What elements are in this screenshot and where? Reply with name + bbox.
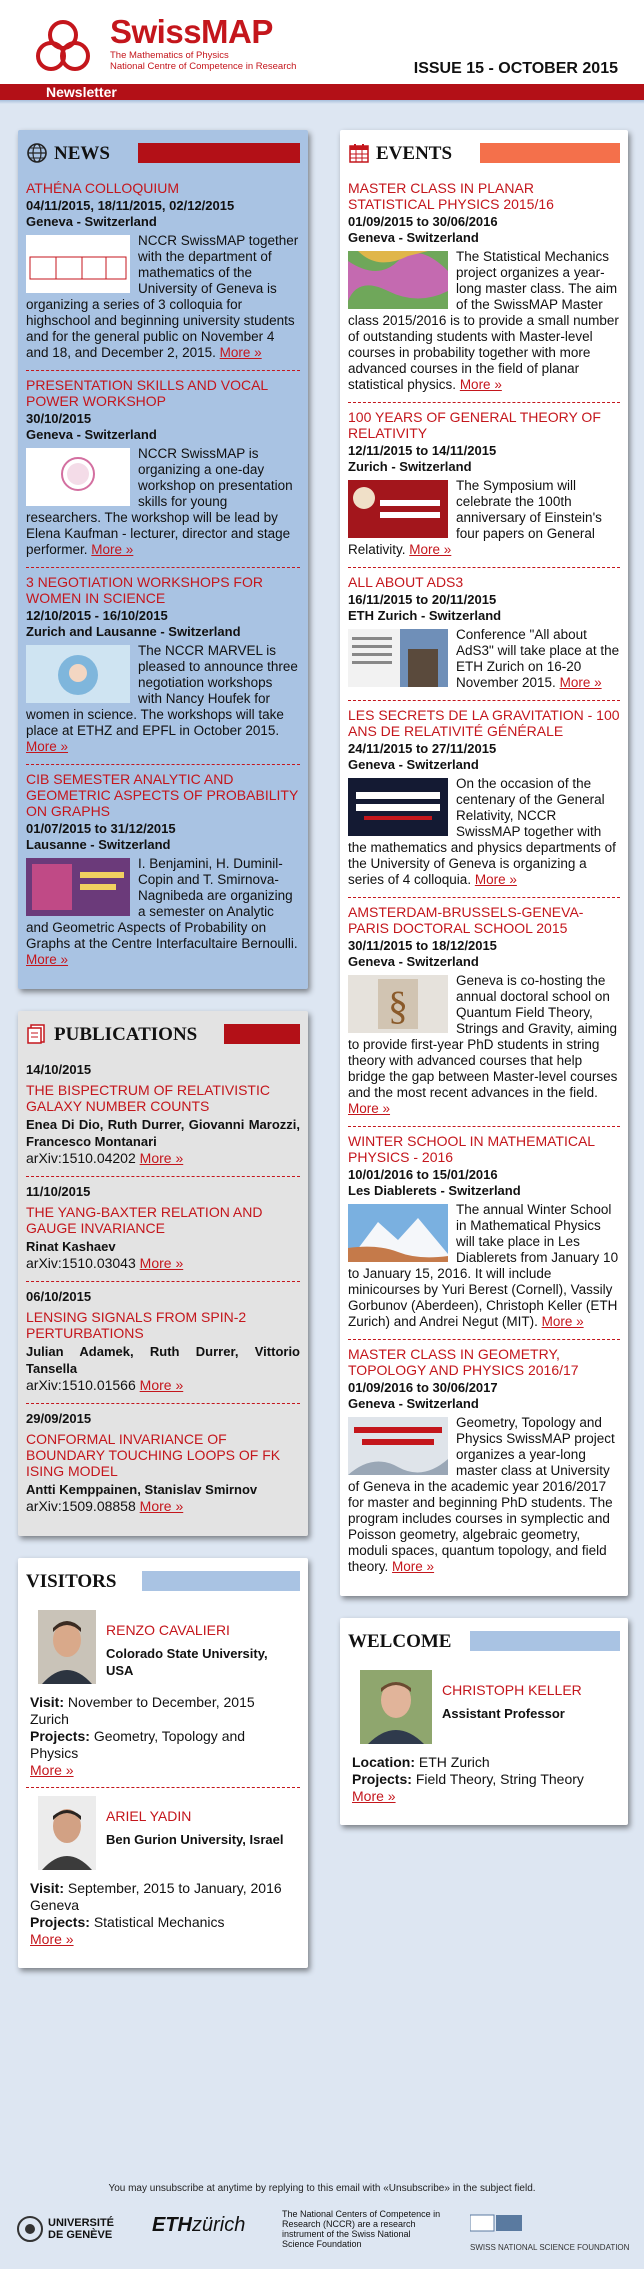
visit-dates: November to December, 2015 — [67, 1694, 255, 1710]
visitor-affiliation: Ben Gurion University, Israel — [106, 1832, 284, 1847]
negotiation-thumbnail — [26, 645, 130, 703]
swissmap-logo-icon — [34, 18, 92, 76]
news-item-body: The NCCR MARVEL is pleased to announce three negotiation workshops with Nancy Houfek for women in science. The workshops will take place at ETHZ and EPFL in October 2015. — [26, 643, 298, 738]
publication-authors: Enea Di Dio, Ruth Durrer, Giovanni Marozzi, Francesco Montanari — [26, 1117, 300, 1149]
welcome-box — [340, 1618, 628, 1825]
athena-colloquium-thumbnail — [26, 235, 130, 293]
event-place: Zurich - Switzerland — [348, 459, 472, 474]
arxiv-id: arXiv:1510.04202 — [26, 1150, 136, 1166]
news-item — [26, 371, 300, 568]
document-icon — [26, 1023, 48, 1045]
more-link[interactable]: More » — [459, 377, 502, 392]
news-item-date: 30/10/2015 — [26, 411, 92, 426]
visitor-photo — [38, 1796, 96, 1870]
publication-item — [26, 1404, 300, 1524]
visit-place: Geneva — [30, 1897, 80, 1913]
publication-date: 14/10/2015 — [26, 1062, 92, 1077]
more-link[interactable]: More » — [348, 1101, 391, 1116]
event-body: On the occasion of the centenary of the General Relativity, NCCR SwissMAP together with the mathematics and physics departments of the University of Geneva is organizing a series of 4 colloquia. — [348, 776, 616, 887]
event-body: Geometry, Topology and Physics SwissMAP project organizes a year-long master class at University of Geneva in the academic year 2016/2017 for master and beginning PhD students. The program includes courses in symplectic and Poisson geometry, algebraic geometry, moduli spaces, quantum topology, and field theory. — [348, 1415, 615, 1574]
visitor-projects: Geometry, Topology and Physics — [30, 1728, 246, 1761]
event-title[interactable]: 100 YEARS OF GENERAL THEORY OF RELATIVITY — [348, 409, 601, 441]
visit-label: Visit: — [30, 1880, 64, 1896]
event-date: 24/11/2015 to 27/11/2015 — [348, 741, 497, 756]
unige-line-2: DE GENÈVE — [48, 2229, 113, 2241]
partner-logos — [0, 2209, 644, 2269]
event-place: Geneva - Switzerland — [348, 1396, 479, 1411]
ads3-thumbnail — [348, 629, 448, 687]
relativity-thumbnail — [348, 480, 448, 538]
visitor-name[interactable]: RENZO CAVALIERI — [106, 1622, 230, 1638]
visitor-card — [26, 1788, 300, 1956]
more-link[interactable]: More » — [474, 872, 517, 887]
welcome-role: Assistant Professor — [442, 1706, 565, 1721]
unige-logo[interactable] — [16, 2215, 114, 2243]
brand-name: SwissMAP — [110, 13, 273, 50]
event-date: 10/01/2016 to 15/01/2016 — [348, 1167, 498, 1182]
news-item-place: Geneva - Switzerland — [26, 427, 157, 442]
publication-date: 29/09/2015 — [26, 1411, 92, 1426]
publication-item — [26, 1055, 300, 1177]
cib-semester-thumbnail — [26, 858, 130, 916]
snf-label: SWISS NATIONAL SCIENCE FOUNDATION — [470, 2243, 630, 2252]
nccr-note: The National Centers of Competence in Research (NCCR) are a research instrument of the Swiss National Science Foundation — [282, 2209, 441, 2249]
visitors-title: VISITORS — [26, 1570, 117, 1592]
workshop-thumbnail — [26, 448, 130, 506]
publication-authors: Julian Adamek, Ruth Durrer, Vittorio Tansella — [26, 1344, 300, 1376]
brand — [110, 14, 296, 72]
news-item — [26, 765, 300, 977]
arxiv-id: arXiv:1509.08858 — [26, 1498, 136, 1514]
news-header — [26, 140, 300, 166]
arxiv-id: arXiv:1510.03043 — [26, 1255, 136, 1271]
event-body: Conference "All about AdS3" will take place at the ETH Zurich on 16-20 November 2015. — [456, 627, 620, 690]
brand-subtitle: The Mathematics of Physics — [110, 50, 229, 61]
more-link[interactable]: More » — [26, 952, 69, 967]
publication-authors: Antti Kemppainen, Stanislav Smirnov — [26, 1482, 258, 1497]
welcome-title-bar — [470, 1631, 620, 1651]
visitors-title-bar — [142, 1571, 300, 1591]
snf-logo[interactable] — [470, 2213, 630, 2256]
event-title[interactable]: LES SECRETS DE LA GRAVITATION - 100 ANS DE RELATIVITÉ GÉNÉRALE — [348, 707, 620, 739]
event-body: The Statistical Mechanics project organizes a year-long master class. The aim of the SwissMAP Master class 2015/2016 is to provide a small number of outstanding students with Master-level courses in probability together with more advanced courses in the field of planar statistical physics. — [348, 249, 619, 392]
news-item-title[interactable]: ATHÉNA COLLOQUIUM — [26, 180, 179, 196]
event-title[interactable]: MASTER CLASS IN PLANAR STATISTICAL PHYSICS 2015/16 — [348, 180, 554, 212]
news-item-title[interactable]: CIB SEMESTER ANALYTIC AND GEOMETRIC ASPECTS OF PROBABILITY ON GRAPHS — [26, 771, 299, 819]
news-title-bar — [138, 143, 300, 163]
more-link[interactable]: More » — [219, 345, 262, 360]
header — [0, 0, 644, 84]
more-link[interactable]: More » — [409, 542, 452, 557]
event-item — [348, 1127, 620, 1340]
event-place: Geneva - Switzerland — [348, 954, 479, 969]
eth-logo-text-2: zürich — [192, 2214, 246, 2236]
event-item — [348, 898, 620, 1127]
news-item-body: NCCR SwissMAP together with the department of mathematics of the University of Geneva is organizing a series of 3 colloquia for highschool and beginning university students and for the general public on November 4 and 18, and December 2, 2015. — [26, 233, 299, 360]
event-item — [348, 568, 620, 701]
news-item — [26, 568, 300, 765]
welcome-card — [348, 1662, 620, 1813]
event-body: The annual Winter School in Mathematical Physics will take place in Les Diablerets from January 10 to January 15, 2016. It will include minicourses by Yuri Berest (Cornell), Vassily Gorbunov (Aberdeen), Christoph Keller (ETH Zurich) and Andrei Negut (MIT). — [348, 1202, 619, 1329]
calendar-icon — [348, 142, 370, 164]
doctoral-school-thumbnail — [348, 975, 448, 1033]
footer — [0, 2180, 644, 2269]
event-date: 12/11/2015 to 14/11/2015 — [348, 443, 497, 458]
publication-item — [26, 1282, 300, 1404]
news-item-title[interactable]: PRESENTATION SKILLS AND VOCAL POWER WORKSHOP — [26, 377, 268, 409]
event-title[interactable]: ALL ABOUT ADS3 — [348, 574, 464, 590]
events-title-bar — [480, 143, 620, 163]
event-body: Geneva is co-hosting the annual doctoral school on Quantum Field Theory, Strings and Gravity, aiming to provide first-year PhD students in string theory with advanced courses that help bridge the gap between Master-level courses and the most recent advances in the field. — [348, 973, 618, 1100]
projects-label: Projects: — [30, 1728, 90, 1744]
visitor-name[interactable]: ARIEL YADIN — [106, 1808, 192, 1824]
news-item-date: 04/11/2015, 18/11/2015, 02/12/2015 — [26, 198, 235, 213]
visitor-projects: Statistical Mechanics — [93, 1914, 225, 1930]
event-date: 16/11/2015 to 20/11/2015 — [348, 592, 497, 607]
publications-title-bar — [224, 1024, 300, 1044]
event-item — [348, 1340, 620, 1584]
welcome-header — [348, 1628, 620, 1654]
news-item-date: 01/07/2015 to 31/12/2015 — [26, 821, 176, 836]
unige-seal-icon — [16, 2215, 44, 2243]
event-date: 01/09/2015 to 30/06/2016 — [348, 214, 498, 229]
unige-line-1: UNIVERSITÉ — [48, 2217, 115, 2229]
publications-header — [26, 1021, 300, 1047]
publication-title[interactable]: LENSING SIGNALS FROM SPIN-2 PERTURBATIONS — [26, 1309, 247, 1341]
publications-title: PUBLICATIONS — [54, 1023, 198, 1045]
visit-dates: September, 2015 to January, 2016 — [67, 1880, 282, 1896]
visit-label: Visit: — [30, 1694, 64, 1710]
more-link[interactable]: More » — [559, 675, 602, 690]
events-title: EVENTS — [376, 142, 453, 164]
event-date: 01/09/2016 to 30/06/2017 — [348, 1380, 498, 1395]
more-link[interactable]: More » — [139, 1150, 184, 1166]
gravitation-thumbnail — [348, 778, 448, 836]
publication-title[interactable]: THE YANG-BAXTER RELATION AND GAUGE INVARIANCE — [26, 1204, 263, 1236]
welcome-name[interactable]: CHRISTOPH KELLER — [442, 1682, 582, 1698]
news-item-body: NCCR SwissMAP is organizing a one-day workshop on presentation skills for young researchers. The workshop will be lead by Elena Kaufman - lecturer, director and stage performer. — [26, 446, 293, 557]
publication-date: 06/10/2015 — [26, 1289, 92, 1304]
svg-text:§: § — [388, 983, 408, 1028]
news-item-body: I. Benjamini, H. Duminil-Copin and T. Smirnova-Nagnibeda are organizing a semester on Analytic and Geometric Aspects of Probability on Graphs at the Centre Interfacultaire Bernoulli. — [26, 856, 298, 951]
more-link[interactable]: More » — [30, 1762, 74, 1778]
event-date: 30/11/2015 to 18/12/2015 — [348, 938, 497, 953]
projects-label: Projects: — [352, 1771, 412, 1787]
publication-authors: Rinat Kashaev — [26, 1239, 116, 1254]
event-item — [348, 701, 620, 898]
projects-label: Projects: — [30, 1914, 90, 1930]
event-title[interactable]: AMSTERDAM-BRUSSELS-GENEVA-PARIS DOCTORAL SCHOOL 2015 — [348, 904, 584, 936]
right-column — [340, 130, 628, 1847]
more-link[interactable]: More » — [352, 1788, 396, 1804]
eth-logo-text: ETH — [152, 2214, 192, 2236]
arxiv-id: arXiv:1510.01566 — [26, 1377, 136, 1393]
left-column — [18, 130, 308, 1990]
news-box — [18, 130, 308, 989]
location-label: Location: — [352, 1754, 415, 1770]
more-link[interactable]: More » — [139, 1255, 184, 1271]
event-item — [348, 403, 620, 568]
more-link[interactable]: More » — [139, 1498, 184, 1514]
news-item-place: Lausanne - Switzerland — [26, 837, 171, 852]
statistical-physics-thumbnail — [348, 251, 448, 309]
content — [0, 100, 644, 2252]
event-title[interactable]: MASTER CLASS IN GEOMETRY, TOPOLOGY AND PHYSICS 2016/17 — [348, 1346, 579, 1378]
news-title: NEWS — [54, 142, 110, 164]
news-item-place: Geneva - Switzerland — [26, 214, 157, 229]
winter-school-thumbnail — [348, 1204, 448, 1262]
event-place: Les Diablerets - Switzerland — [348, 1183, 521, 1198]
more-link[interactable]: More » — [139, 1377, 184, 1393]
event-item — [348, 174, 620, 403]
more-link[interactable]: More » — [392, 1559, 435, 1574]
snf-logo-icon — [470, 2213, 524, 2233]
more-link[interactable]: More » — [541, 1314, 584, 1329]
globe-icon — [26, 142, 48, 164]
visit-place: Zurich — [30, 1711, 69, 1727]
events-header — [348, 140, 620, 166]
issue-label: ISSUE 15 - OCTOBER 2015 — [413, 60, 618, 77]
unsubscribe-note: You may unsubscribe at anytime by replying to this email with «Unsubscribe» in the subject field. — [108, 2183, 536, 2194]
newsletter-label: Newsletter — [46, 84, 117, 100]
welcome-location: ETH Zurich — [418, 1754, 490, 1770]
visitor-photo — [38, 1610, 96, 1684]
newsletter-bar — [0, 84, 644, 100]
events-box — [340, 130, 628, 1596]
more-link[interactable]: More » — [91, 542, 134, 557]
event-place: Geneva - Switzerland — [348, 757, 479, 772]
visitors-header — [26, 1568, 300, 1594]
news-item-place: Zurich and Lausanne - Switzerland — [26, 624, 241, 639]
publication-title[interactable]: THE BISPECTRUM OF RELATIVISTIC GALAXY NUMBER COUNTS — [26, 1082, 270, 1114]
eth-logo[interactable] — [152, 2214, 246, 2236]
more-link[interactable]: More » — [30, 1931, 74, 1947]
event-place: ETH Zurich - Switzerland — [348, 608, 502, 623]
news-item-date: 12/10/2015 - 16/10/2015 — [26, 608, 168, 623]
publications-box — [18, 1011, 308, 1536]
publication-date: 11/10/2015 — [26, 1184, 91, 1199]
event-title[interactable]: WINTER SCHOOL IN MATHEMATICAL PHYSICS - 2016 — [348, 1133, 595, 1165]
welcome-projects: Field Theory, String Theory — [415, 1771, 584, 1787]
news-item — [26, 174, 300, 371]
news-item-title[interactable]: 3 NEGOTIATION WORKSHOPS FOR WOMEN IN SCIENCE — [26, 574, 263, 606]
welcome-title: WELCOME — [348, 1630, 452, 1652]
visitor-card — [26, 1602, 300, 1788]
event-body: The Symposium will celebrate the 100th anniversary of Einstein's four papers on General Relativity. — [348, 478, 602, 557]
brand-subtitle-2: National Centre of Competence in Research — [110, 61, 297, 72]
event-place: Geneva - Switzerland — [348, 230, 479, 245]
geometry-master-class-thumbnail — [348, 1417, 448, 1475]
visitor-affiliation: Colorado State University, USA — [106, 1646, 268, 1678]
welcome-photo — [360, 1670, 432, 1744]
publication-item — [26, 1177, 300, 1282]
publication-title[interactable]: CONFORMAL INVARIANCE OF BOUNDARY TOUCHING LOOPS OF FK ISING MODEL — [26, 1431, 281, 1479]
visitors-box — [18, 1558, 308, 1968]
more-link[interactable]: More » — [26, 739, 69, 754]
